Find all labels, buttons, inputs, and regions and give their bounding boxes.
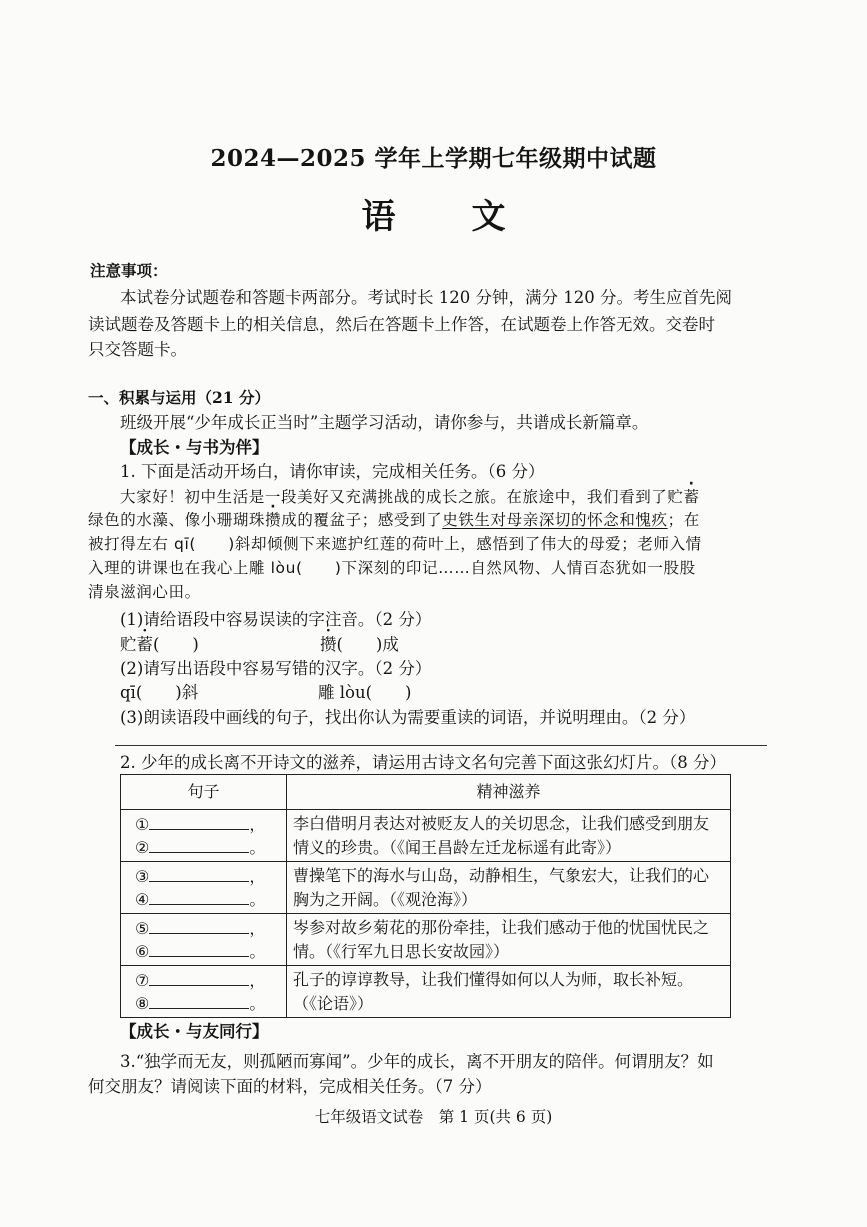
answer-blank[interactable] — [149, 942, 249, 957]
passage-text: ；在 — [667, 511, 700, 529]
blank-number: ④ — [135, 889, 150, 909]
notice-line-3: 只交答题卡。 — [88, 340, 187, 359]
notice-heading: 注意事项： — [90, 261, 168, 280]
blank-cell — [121, 966, 287, 1018]
blank-cell — [121, 810, 287, 862]
slide-table — [120, 774, 731, 1018]
blank-number: ⑧ — [135, 993, 150, 1013]
q1-sub2-item-a: qī( )斜 — [120, 683, 199, 702]
subject-char-2: 文 — [471, 197, 506, 237]
section-heading: 一、积累与运用（21 分） — [88, 388, 270, 407]
passage-line-2 — [88, 513, 700, 529]
part1-heading: 【成长・与书为伴】 — [120, 438, 269, 457]
q1-sub2: (2)请写出语段中容易写错的汉字。（2 分） — [120, 659, 432, 678]
passage-text: 大家好！初中生活是一段美好又充满挑战的成长之旅。在旅途中，我们看到了贮 — [120, 488, 684, 506]
answer-blank[interactable] — [149, 890, 249, 905]
table-header-row — [121, 775, 731, 810]
q1-sub2-item-b: 雕 lòu( ) — [318, 683, 412, 702]
q1-sub1: (1)请给语段中容易误读的字注音。（2 分） — [120, 610, 432, 629]
divider — [115, 745, 767, 746]
blank-number: ① — [135, 814, 150, 834]
punct: 。 — [249, 993, 266, 1013]
blank-cell — [121, 914, 287, 966]
blank-number: ③ — [135, 866, 150, 886]
punct: ， — [249, 918, 266, 938]
blank-cell — [121, 862, 287, 914]
answer-blank[interactable] — [149, 867, 249, 882]
punct: ， — [249, 814, 266, 834]
punct: 。 — [249, 889, 266, 909]
subject-char-1: 语 — [361, 197, 396, 237]
answer-blank[interactable] — [149, 815, 249, 830]
answer-blank: ( ) — [153, 635, 199, 654]
q1-sub1-item-a — [120, 637, 199, 654]
answer-blank[interactable] — [149, 838, 249, 853]
blank-number: ② — [135, 837, 150, 857]
answer-blank[interactable] — [149, 919, 249, 934]
q1-stem: 1. 下面是活动开场白，请你审读，完成相关任务。（6 分） — [120, 462, 545, 481]
page-footer: 七年级语文试卷 第 1 页(共 6 页) — [314, 1108, 553, 1126]
punct: 。 — [249, 941, 266, 961]
answer-blank: ( )成 — [336, 635, 399, 654]
blank-number: ⑦ — [135, 970, 150, 990]
q1-sub1-item-b — [320, 637, 399, 654]
punct: ， — [249, 970, 266, 990]
meaning-cell: 岑参对故乡菊花的那份牵挂，让我们感动于他的忧国忧民之情。（《行军九日思长安故园》） — [287, 914, 731, 966]
punct: 。 — [249, 837, 266, 857]
passage-text: 绿色的水藻、像小珊瑚珠 — [88, 511, 266, 529]
passage-line-1 — [120, 490, 700, 506]
meaning-cell: 曹操笔下的海水与山岛，动静相生，气象宏大，让我们的心胸为之开阔。（《观沧海》） — [287, 862, 731, 914]
blank-number: ⑤ — [135, 918, 150, 938]
answer-blank[interactable] — [149, 971, 249, 986]
dotted-char: 蓄 — [136, 635, 153, 654]
dotted-char: 攒 — [265, 511, 282, 529]
column-header-sentence: 句子 — [121, 775, 287, 810]
part2-heading: 【成长・与友同行】 — [120, 1022, 269, 1041]
underlined-sentence: 史铁生对母亲深切的怀念和愧疚 — [442, 511, 668, 529]
blank-number: ⑥ — [135, 941, 150, 961]
passage-text: 成的覆盆子；感受到了 — [281, 511, 443, 529]
table-row — [121, 966, 731, 1018]
table-row — [121, 810, 731, 862]
section-intro: 班级开展“少年成长正当时”主题学习活动，请你参与，共谱成长新篇章。 — [120, 413, 649, 432]
dotted-char: 蓄 — [683, 488, 700, 506]
answer-blank[interactable] — [149, 994, 249, 1009]
q1-sub3: (3)朗读语段中画线的句子，找出你认为需要重读的词语，并说明理由。（2 分） — [120, 708, 696, 727]
exam-title: 2024—2025 学年上学期七年级期中试题 — [210, 145, 657, 172]
table-row — [121, 914, 731, 966]
notice-line-2: 读试题卷及答题卡上的相关信息，然后在答题卡上作答，在试题卷上作答无效。交卷时 — [88, 315, 715, 334]
q3-line-1: 3.“独学而无友，则孤陋而寡闻”。少年的成长，离不开朋友的陪伴。何谓朋友？如 — [120, 1052, 714, 1071]
passage-line-4: 入理的讲课也在我心上雕 lòu( )下深刻的印记……自然风物、人情百态犹如一股股 — [88, 559, 696, 577]
notice-line-1: 本试卷分试题卷和答题卡两部分。考试时长 120 分钟，满分 120 分。考生应首先阅 — [120, 288, 732, 307]
dotted-char: 攒 — [320, 635, 337, 654]
q3-line-2: 何交朋友？请阅读下面的材料，完成相关任务。（7 分） — [88, 1077, 492, 1096]
meaning-cell: 李白借明月表达对被贬友人的关切思念，让我们感受到朋友情义的珍贵。（《闻王昌龄左迁龙标遥有此寄》） — [287, 810, 731, 862]
column-header-meaning: 精神滋养 — [287, 775, 731, 810]
passage-line-5: 清泉滋润心田。 — [88, 583, 201, 601]
subject-title — [0, 197, 867, 237]
meaning-cell: 孔子的谆谆教导，让我们懂得如何以人为师，取长补短。（《论语》） — [287, 966, 731, 1018]
q2-stem: 2. 少年的成长离不开诗文的滋养，请运用古诗文名句完善下面这张幻灯片。（8 分） — [120, 753, 726, 772]
punct: ， — [249, 866, 266, 886]
table-row — [121, 862, 731, 914]
answer-char: 贮 — [120, 635, 137, 654]
passage-line-3: 被打得左右 qī( )斜却倾侧下来遮护红莲的荷叶上，感悟到了伟大的母爱；老师入情 — [88, 535, 702, 553]
